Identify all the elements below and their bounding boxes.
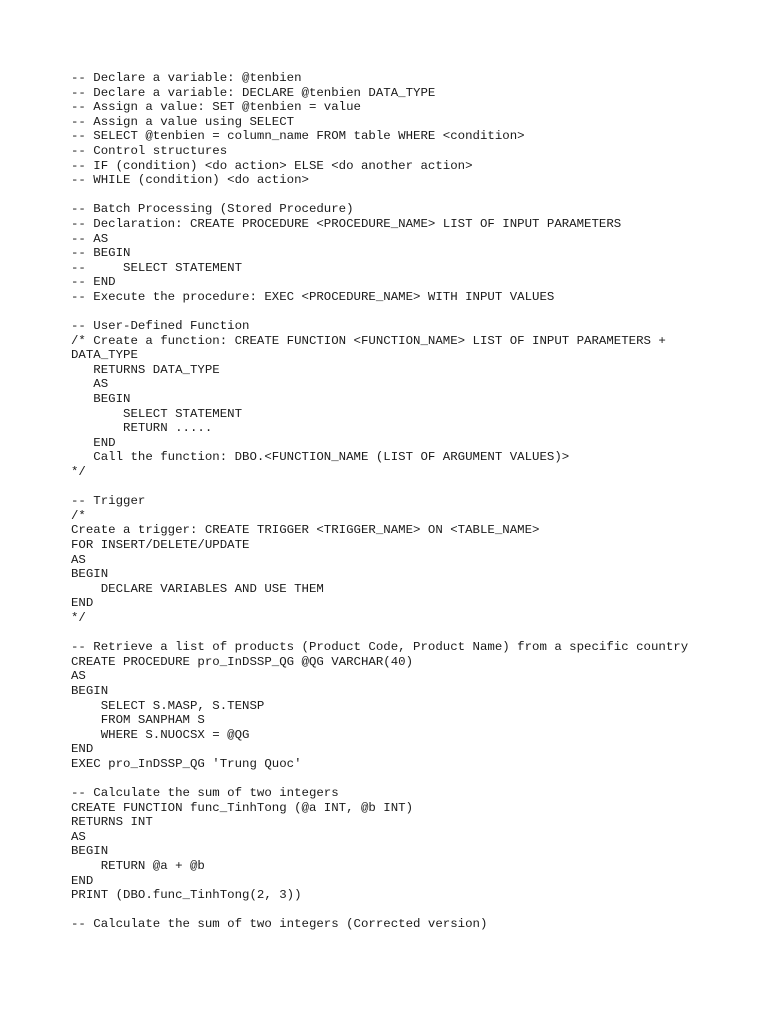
code-line: */ xyxy=(71,610,86,625)
code-line: EXEC pro_InDSSP_QG 'Trung Quoc' xyxy=(71,756,302,771)
code-line: PRINT (DBO.func_TinhTong(2, 3)) xyxy=(71,888,302,903)
code-line: DECLARE VARIABLES AND USE THEM xyxy=(71,581,324,596)
code-line: BEGIN xyxy=(71,392,131,407)
code-line: CREATE FUNCTION func_TinhTong (@a INT, @b INT) xyxy=(71,800,414,815)
code-line: -- BEGIN xyxy=(71,246,131,261)
code-line: FOR INSERT/DELETE/UPDATE xyxy=(71,538,250,552)
code-line: -- Retrieve a list of products (Product Code, Product Name) from a specific country xyxy=(71,640,689,655)
code-line: -- Execute the procedure: EXEC <PROCEDURE_NAME> WITH INPUT VALUES xyxy=(71,289,555,304)
code-line: -- Calculate the sum of two integers xyxy=(71,786,339,801)
code-line: AS xyxy=(71,377,109,392)
code-line: FROM SANPHAM S xyxy=(71,713,205,728)
code-line: -- Calculate the sum of two integers (Corrected version) xyxy=(71,917,488,932)
code-line: BEGIN xyxy=(71,844,109,859)
code-line: END xyxy=(71,742,94,757)
code-line: RETURNS DATA_TYPE xyxy=(71,362,220,377)
code-line: -- WHILE (condition) <do action> xyxy=(71,173,309,188)
code-line: SELECT STATEMENT xyxy=(71,406,243,421)
code-line: -- Assign a value using SELECT xyxy=(71,114,295,129)
code-line: AS xyxy=(71,669,86,684)
code-line: BEGIN xyxy=(71,683,109,698)
code-line: /* xyxy=(71,508,86,523)
code-line: AS xyxy=(71,552,86,567)
code-line: -- Batch Processing (Stored Procedure) xyxy=(71,202,354,217)
code-line: SELECT S.MASP, S.TENSP xyxy=(71,698,265,713)
code-line: RETURN ..... xyxy=(71,421,213,436)
code-line: -- END xyxy=(71,275,116,290)
code-line: -- Declare a variable: @tenbien xyxy=(71,71,302,85)
code-line xyxy=(71,772,751,787)
code-line: Call the function: DBO.<FUNCTION_NAME (LIST OF ARGUMENT VALUES)> xyxy=(71,450,570,465)
code-line: BEGIN xyxy=(71,567,109,582)
code-line xyxy=(71,626,751,641)
code-line: */ xyxy=(71,465,86,480)
code-line: -- AS xyxy=(71,231,109,246)
code-line: -- IF (condition) <do action> ELSE <do another action> xyxy=(71,158,473,173)
code-line: -- Trigger xyxy=(71,494,146,509)
code-line: /* Create a function: CREATE FUNCTION <FUNCTION_NAME> LIST OF INPUT PARAMETERS + xyxy=(71,333,666,348)
code-line xyxy=(71,480,751,495)
code-line: DATA_TYPE xyxy=(71,348,138,363)
code-line: Create a trigger: CREATE TRIGGER <TRIGGER_NAME> ON <TABLE_NAME> xyxy=(71,523,540,538)
code-line xyxy=(71,305,751,320)
code-line: WHERE S.NUOCSX = @QG xyxy=(71,727,250,742)
code-line xyxy=(71,903,751,918)
code-line xyxy=(71,188,751,203)
code-line: END xyxy=(71,435,116,450)
code-line: RETURNS INT xyxy=(71,815,153,830)
code-line: AS xyxy=(71,829,86,844)
code-line: -- Assign a value: SET @tenbien = value xyxy=(71,100,361,115)
code-line: -- Declare a variable: DECLARE @tenbien DATA_TYPE xyxy=(71,85,436,100)
code-line: RETURN @a + @b xyxy=(71,859,205,874)
code-line: -- Declaration: CREATE PROCEDURE <PROCEDURE_NAME> LIST OF INPUT PARAMETERS xyxy=(71,216,622,231)
code-line: -- User-Defined Function xyxy=(71,319,250,334)
code-line: CREATE PROCEDURE pro_InDSSP_QG @QG VARCHAR(40) xyxy=(71,654,414,669)
code-line: -- SELECT STATEMENT xyxy=(71,260,243,275)
code-line: END xyxy=(71,873,94,888)
code-line: END xyxy=(71,596,94,611)
code-line: -- Control structures xyxy=(71,143,228,158)
document-text xyxy=(71,71,751,932)
code-line: -- SELECT @tenbien = column_name FROM table WHERE <condition> xyxy=(71,129,525,144)
